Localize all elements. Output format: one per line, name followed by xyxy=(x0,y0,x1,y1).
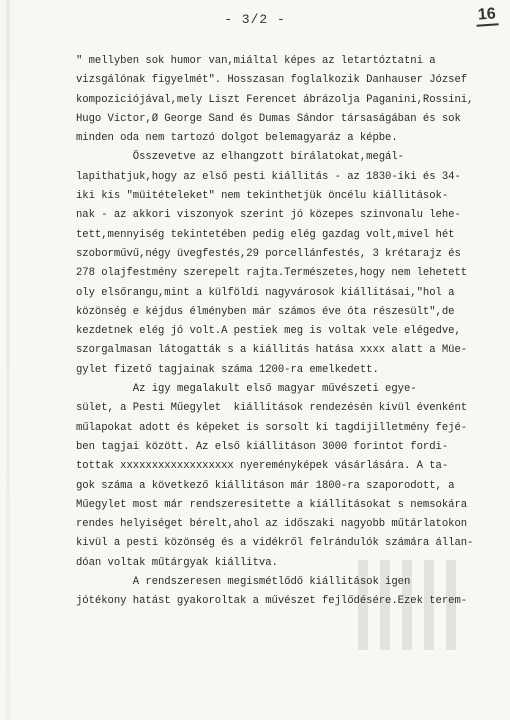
text-line: A rendszeresen megismétlődő kiállitások igen xyxy=(76,576,411,589)
watermark-logo xyxy=(350,550,470,660)
page-edge xyxy=(6,0,10,720)
text-line: tett,mennyiség tekintetében pedig elég gazdag volt,mivel hét xyxy=(76,228,455,241)
text-line: Összevetve az elhangzott bírálatokat,megál- xyxy=(76,151,404,164)
text-line: minden oda nem tartozó dolgot belemagyaráz a képbe. xyxy=(76,132,398,145)
text-line: " mellyben sok humor van,miáltal képes az letartóztatni a xyxy=(76,55,436,67)
typewritten-body xyxy=(76,52,496,612)
archive-stamp-number: 16 xyxy=(476,5,499,26)
text-line: vizsgálónak figyelmét". Hosszasan foglalkozik Danhauser József xyxy=(76,74,468,87)
text-line: sület, a Pesti Műegylet kiállitások rendezésén kivül évenként xyxy=(76,402,468,415)
text-line: lapithatjuk,hogy az első pesti kiállitás - az 1830-iki és 34- xyxy=(76,170,461,183)
text-line: szoborművű,négy üvegfestés,29 porcellánfestés, 3 krétarajz és xyxy=(76,247,461,260)
page-number: - 3/2 - xyxy=(224,12,286,27)
text-line: szorgalmasan látogatták s a kiállitás hatása xxxx alatt a Müe- xyxy=(76,344,468,357)
text-line: ben tagjai között. Az első kiállitáson 3000 forintot fordi- xyxy=(76,440,449,453)
text-line: dóan voltak műtárgyak kiállitva. xyxy=(76,556,278,569)
text-line: jótékony hatást gyakoroltak a művészet fejlődésére.Ezek terem- xyxy=(76,595,468,608)
text-line: rendes helyiséget bérelt,ahol az időszaki nagyobb műtárlatokon xyxy=(76,518,468,531)
text-line: közönség e kéjdus élményben már számos éve óta részesült",de xyxy=(76,305,455,318)
text-line: tottak xxxxxxxxxxxxxxxxxx nyereményképek vásárlására. A ta- xyxy=(76,460,449,473)
text-line: gok száma a következő kiállitáson már 1800-ra szaporodott, a xyxy=(76,479,455,492)
text-line: iki kis "müitételeket" nem tekinthetjük öncélu kiállitások- xyxy=(76,190,449,203)
text-line: kezdetnek elég jó volt.A pestiek meg is voltak vele elégedve, xyxy=(76,325,461,338)
text-line: gylet fizető tagjainak száma 1200-ra emelkedett. xyxy=(76,363,379,376)
text-line: kivül a pesti közönség és a vidékről felrándulók számára állan- xyxy=(76,537,474,550)
text-line: oly elsőrangu,mint a külföldi nagyvárosok kiállitásai,"hol a xyxy=(76,286,455,299)
text-line: Műegylet most már rendszeresitette a kiállitásokat s nemsokára xyxy=(76,498,468,511)
text-line: Az igy megalakult első magyar művészeti egye- xyxy=(76,383,417,396)
text-line: 278 olajfestmény szerepelt rajta.Természetes,hogy nem lehetett xyxy=(76,267,468,280)
text-line: nak - az akkori viszonyok szerint jó közepes szinvonalu lehe- xyxy=(76,209,461,222)
text-line: műlapokat adott és képeket is sorsolt ki tagdijilletmény fejé- xyxy=(76,421,468,434)
text-line: kompoziciójával,mely Liszt Ferencet ábrázolja Paganini,Rossini, xyxy=(76,93,474,106)
text-line: Hugo Victor,Ø George Sand és Dumas Sándor társaságában és sok xyxy=(76,112,461,125)
